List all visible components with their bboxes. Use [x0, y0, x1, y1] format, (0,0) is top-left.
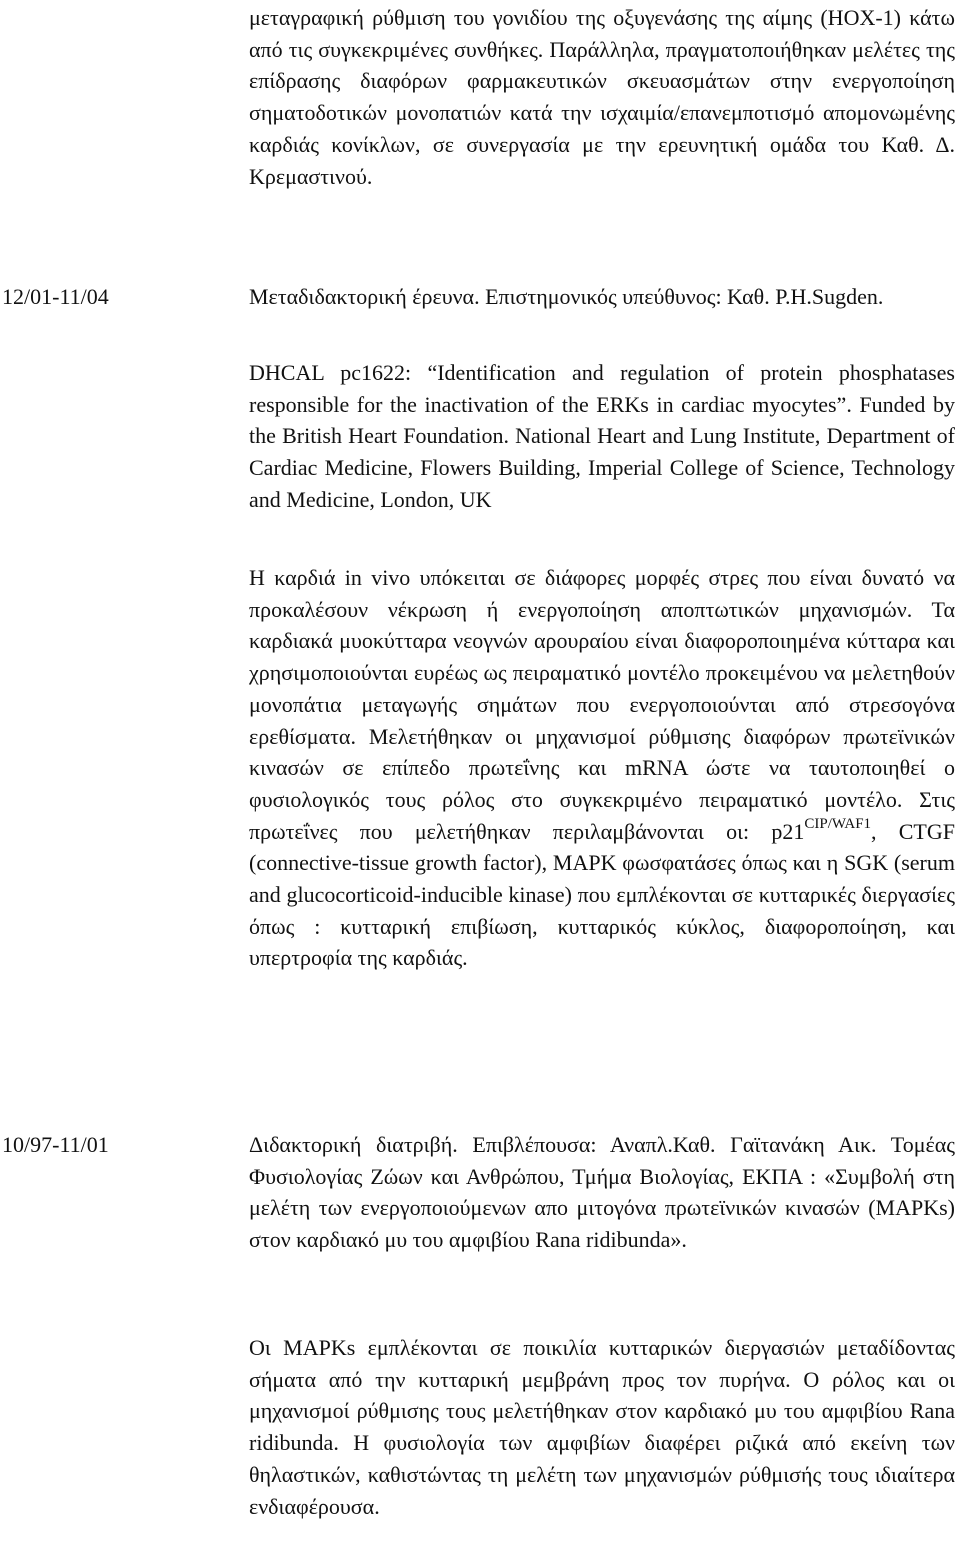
postdoc-date: 12/01-11/04 — [2, 284, 109, 309]
phd-description: Οι MAPKs εμπλέκονται σε ποικιλία κυτταρικών διεργασιών μεταδίδοντας σήματα από την κυτταρική μεμβράνη προς τον πυρήνα. Ο ρόλος και οι μηχανισμοί ρύθμισης τους μελετήθηκαν στον καρδιακό μυ του αμφιβίου Rana ridibunda. Η φυσιολογία των αμφιβίων διαφέρει ριζικά από εκείνη των θηλαστικών, καθιστώντας τη μελέτη των μηχανισμών ρύθμισής τους ιδιαίτερα ενδιαφέρουσα. — [249, 1335, 955, 1519]
postdoc-heading: Μεταδιδακτορική έρευνα. Επιστημονικός υπεύθυνος: Καθ. P.H.Sugden. — [249, 284, 884, 309]
postdoc-project: DHCAL pc1622: “Identification and regulation of protein phosphatases responsible for the inactivation of the ERKs in cardiac myocytes”. Funded by the British Heart Foundation. National Heart and Lung Institute, Department of Cardiac Medicine, Flowers Building, Imperial College of Science, Technology and Medicine, London, UK — [249, 360, 955, 512]
postdoc-description-part1: Η καρδιά in vivo υπόκειται σε διάφορες μορφές στρες που είναι δυνατό να προκαλέσουν νέκρωση ή ενεργοποίηση αποπτωτικών μηχανισμών. Τα καρδιακά μυοκύτταρα νεογνών αρουραίου είναι διαφοροποιημένα κύτταρα και χρησιμοποιούνται ευρέως ως πειραματικό μοντέλο προκειμένου να μελετηθούν μονοπάτια μεταγωγής σημάτων που ενεργοποιούνται από στρεσογόνα ερεθίσματα. Μελετήθηκαν οι μηχανισμοί ρύθμισης διαφόρων πρωτεϊνικών κινασών σε επίπεδο πρωτεΐνης και mRNA ώστε να ταυτοποιηθεί ο φυσιολογικός τους ρόλος στο συγκεκριμένο πειραματικό μοντέλο. Στις πρωτεΐνες που μελετήθηκαν περιλαμβάνονται οι: p21 — [249, 565, 955, 844]
postdoc-description — [249, 562, 955, 974]
p21-superscript: CIP/WAF1 — [804, 815, 872, 832]
phd-heading: Διδακτορική διατριβή. Επιβλέπουσα: Αναπλ.Καθ. Γαϊτανάκη Αικ. Τομέας Φυσιολογίας Ζώων και Ανθρώπου, Τμήμα Βιολογίας, ΕΚΠΑ : «Συμβολή στη μελέτη των ενεργοποιούμενων απο μιτογόνα πρωτεϊνικών κινασών (MAPKs) στον καρδιακό μυ του αμφιβίου Rana ridibunda». — [249, 1132, 955, 1253]
intro-paragraph: μεταγραφική ρύθμιση του γονιδίου της οξυγενάσης της αίμης (HOX-1) κάτω από τις συγκεκριμένες συνθήκες. Παράλληλα, πραγματοποιήθηκαν μελέτες της επίδρασης διαφόρων φαρμακευτικών σκευασμάτων στην ενεργοποίηση σηματοδοτικών μονοπατιών κατά την ισχαιμία/επανεμποτισμό απομονωμένης καρδιάς κονίκλων, σε συνεργασία με την ερευνητική ομάδα του Καθ. Δ. Κρεμαστινού. — [249, 5, 955, 189]
phd-date: 10/97-11/01 — [2, 1132, 109, 1157]
postdoc-description-part2: , CTGF (connective-tissue growth factor), MAPK φωσφατάσες όπως και η SGK (serum and glucocorticoid-inducible kinase) που εμπλέκονται σε κυτταρικές διεργασίες όπως : κυτταρική επιβίωση, κυτταρικός κύκλος, διαφοροποίηση, και υπερτροφία της καρδιάς. — [249, 818, 955, 971]
